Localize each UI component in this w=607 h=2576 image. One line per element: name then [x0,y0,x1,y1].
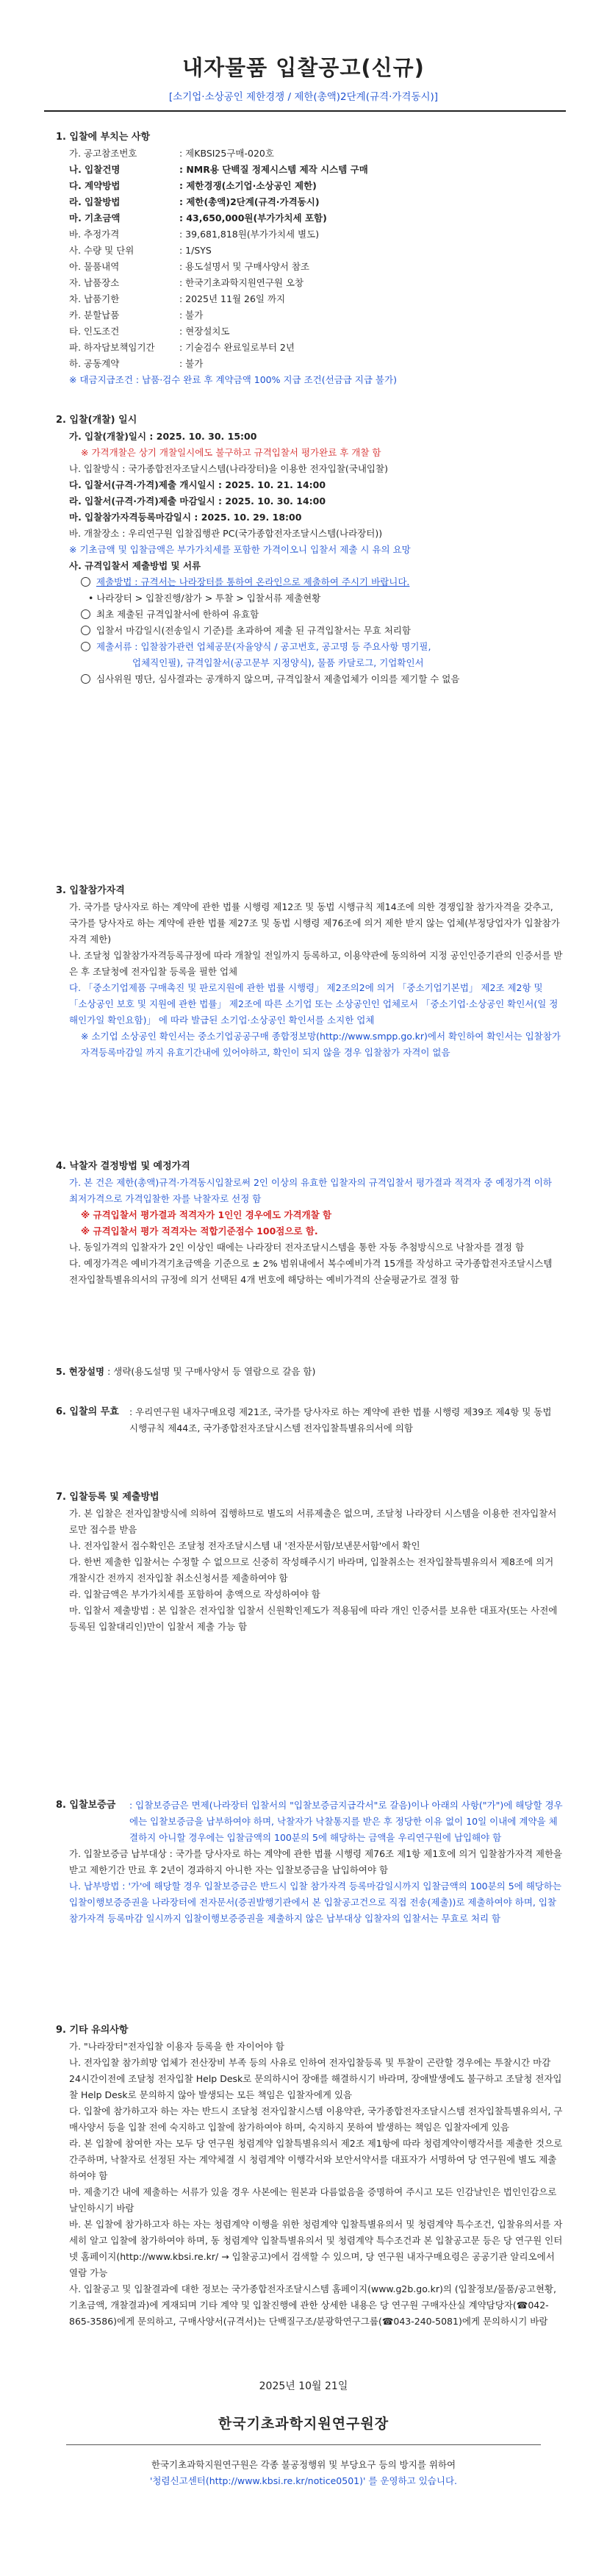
section-8 [56,1797,563,1927]
s1-row [56,356,563,372]
s7-item-a: 가. 본 입찰은 전자입찰방식에 의하여 집행하므로 별도의 서류제출은 없으며, 조달청 나라장터 시스템을 이용한 전자입찰서로만 접수를 받음 [69,1508,557,1535]
section-2 [56,412,563,687]
s3-item-a: 가. 국가를 당사자로 하는 계약에 관한 법률 시행령 제12조 및 동법 시행규칙 제14조에 의한 경쟁입찰 참가자격을 갖추고, 국가를 당사자로 하는 계약에 관한 법률 제27조 및 동법 시행령 제76조에 의거 제한 받지 않는 업체(부정당업자가 입찰참가자격 제한) [69,901,560,945]
section-1-rows [56,146,563,372]
section-4-title: 4. 낙찰자 결정방법 및 예정가격 [56,1161,190,1172]
s1-row [56,194,563,210]
s1-row [56,210,563,226]
s2-g3-text: 입찰서 마감일시(전송일시 기준)를 초과하여 제출 된 규격입찰서는 무효 처리함 [96,625,411,636]
footer-divider [66,2444,541,2445]
s9-item-a: 가. "나라장터"전자입찰 이용자 등록을 한 자이어야 함 [69,2041,284,2052]
s1-row-key: 파. 하자담보책임기간 [69,342,155,353]
s1-row-key: 하. 공동계약 [69,358,120,369]
s1-row-value: : NMR용 단백질 정제시스템 제작 시스템 구매 [179,164,368,175]
s1-row-key: 바. 추정가격 [69,229,120,240]
s1-row [56,178,563,194]
s1-row [56,243,563,259]
s2-item-a: 가. 입찰(개찰)일시 : 2025. 10. 30. 15:00 [69,431,257,442]
section-1-title: 1. 입찰에 부치는 사항 [56,132,151,143]
s1-row [56,259,563,275]
s1-row-value: : 제한(총액)2단계(규격·가격동시) [179,196,320,207]
s1-row [56,162,563,178]
s7-item-c: 다. 한번 제출한 입찰서는 수정할 수 없으므로 신중히 작성해주시기 바라며, 입찰취소는 전자입찰특별유의서 제8조에 의거 개찰시간 전까지 전자입찰 취소신청서를 제출하여야 함 [69,1556,554,1584]
section-5-title: 5. 현장설명 [56,1366,105,1377]
s3-item-c: 다. 「중소기업제품 구매촉진 및 판로지원에 관한 법률 시행령」 제2조의2에 의거 「중소기업기본법」 제2조 제2항 및 「소상공인 보호 및 지원에 관한 법률」 제2조에 따른 소기업 또는 소상공인인 업체로서 「중소기업·소상공인 확인서(일 정해인가일 확인요함)」 에 따라 발급된 소기업·소상공인 확인서를 소지한 업체 [69,982,558,1026]
s1-row-value: : 39,681,818원(부가가치세 별도) [179,229,320,240]
circle-bullet-icon [81,609,90,619]
s1-row-key: 사. 수량 및 단위 [69,245,134,256]
section-9 [56,2022,563,2330]
section-2-title: 2. 입찰(개찰) 일시 [56,415,137,426]
s2-item-f: 바. 개찰장소 : 우리연구원 입찰집행관 PC(국가종합전자조달시스템(나라장터)) [69,528,383,539]
s4-item-a: 가. 본 건은 제한(총액)규격·가격동시입찰로써 2인 이상의 유효한 입찰자의 규격입찰서 평가결과 적격자 중 예정가격 이하 최저가격으로 가격입찰한 자를 낙찰자로 선정 함 [69,1177,552,1204]
s2-item-b: 나. 입찰방식 : 국가종합전자조달시스템(나라장터)을 이용한 전자입찰(국내입찰) [69,463,388,474]
section-9-title: 9. 기타 유의사항 [56,2025,129,2036]
s8-item-a: 가. 입찰보증금 납부대상 : 국가를 당사자로 하는 계약에 관한 법률 시행령 제76조 제1항 제1호에 의거 입찰참가자격 제한을 받고 제한기간 만료 후 2년이 경과하지 아니한 자는 입찰보증금을 납입하여야 함 [69,1848,563,1875]
page-subtitle: [소기업·소상공인 제한경쟁 / 제한(총액)2단계(규격·가격동시)] [168,91,439,103]
page-title: 내자물품 입찰공고(신규) [182,55,425,80]
section-7 [56,1489,563,1635]
section-1-note: ※ 대금지급조건 : 납품·검수 완료 후 계약금액 100% 지급 조건(선금급 지급 불가) [69,374,397,385]
s2-g1 [56,574,563,590]
s1-row-value: : 2025년 11월 26일 까지 [179,293,286,304]
s1-row-key: 나. 입찰건명 [69,164,121,175]
s4-item-a-note1: ※ 규격입찰서 평가결과 적격자가 1인인 경우에도 가격개찰 함 [81,1209,332,1220]
s5-text: : 생략(용도설명 및 구매사양서 등 열람으로 갈음 함) [107,1366,316,1377]
s1-row [56,291,563,307]
announcement-date: 2025년 10월 21일 [259,2380,348,2392]
s1-row-key: 라. 입찰방법 [69,196,121,207]
s1-row [56,146,563,162]
s1-row [56,275,563,291]
section-3-title: 3. 입찰참가자격 [56,885,125,896]
s2-g2 [56,607,563,623]
s9-item-f: 바. 본 입찰에 참가하고자 하는 자는 청렴계약 이행을 위한 청렴계약 입찰특별유의서 및 청렴계약 특수조건, 입찰유의서를 자세히 알고 입찰에 참가하여야 하며, 동 청렴계약 입찰특별유의서 및 청렴계약 특수조건과 본 입찰공고문 등은 당 연구원 인터넷 홈페이지(http://www.kbsi.re.kr/ → 입찰공고)에서 검색할 수 있으며, 당 연구원 내자구매요령은 공공기관 알리오에서 열람 가능 [69,2219,563,2278]
s2-item-e: 마. 입찰참가자격등록마감일시 : 2025. 10. 29. 18:00 [69,512,302,523]
s9-item-g: 사. 입찰공고 및 입찰결과에 대한 정보는 국가종합전자조달시스템 홈페이지(www.g2b.go.kr)의 (입찰정보/물품/공고현황, 기초금액, 개찰결과)에 게재되며 기타 계약 및 입찰진행에 관한 상세한 내용은 당 연구원 구매자산실 계약담당자(☎042-865-3586)에게 문의하고, 구매사양서(규격서)는 단백질구조/분광학연구그룹(☎043-240-5081)에게 문의하시기 바람 [69,2283,556,2327]
s7-item-e: 마. 입찰서 제출방법 : 본 입찰은 전자입찰 입찰서 신원확인제도가 적용됨에 따라 개인 인증서를 보유한 대표자(또는 사전에 등록된 입찰대리인)만이 입찰서 제출 가능 함 [69,1605,558,1632]
s1-row [56,226,563,243]
s1-row-value: : 불가 [179,358,204,369]
s1-row-value: : 제KBSI25구매-020호 [179,148,274,159]
section-4 [56,1158,563,1288]
section-6-title: 6. 입찰의 무효 [56,1406,119,1417]
section-3 [56,882,563,1061]
s2-g4-cont: 업체직인필), 규격입찰서(공고문부 지정양식), 물품 카달로그, 기업확인서 [132,657,424,668]
s3-item-b: 나. 조달청 입찰참가자격등록규정에 따라 개찰일 전일까지 등록하고, 이용약관에 동의하여 지정 공인인증기관의 인증서를 받은 후 조달청에 전자입찰 등록을 필한 업체 [69,950,563,977]
section-8-title: 8. 입찰보증금 [56,1800,116,1811]
s2-g3 [56,623,563,639]
s2-g1-text: 제출방법 : 규격서는 나라장터를 통하여 온라인으로 제출하여 주시기 바랍니다. [96,576,410,587]
section-7-title: 7. 입찰등록 및 제출방법 [56,1492,159,1503]
s2-g1b: • 나라장터 > 입찰진행/참가 > 투찰 > 입찰서류 제출현황 [88,593,321,604]
s4-item-a-note2: ※ 규격입찰서 평가 적격자는 적합기준점수 100점으로 함. [81,1226,318,1237]
s3-item-c-note: ※ 소기업 소상공인 확인서는 중소기업공공구매 종합정보망(http://www.smpp.go.kr)에서 확인하여 확인서는 입찰참가자격등록마감일 까지 유효기간내에 있어야하고, 확인이 되지 않을 경우 입찰참가 자격이 없음 [81,1031,561,1058]
circle-bullet-icon [81,577,90,587]
s1-row-value: : 한국기초과학지원연구원 오창 [179,277,304,288]
title-divider [44,110,566,112]
s1-row-key: 아. 물품내역 [69,261,120,272]
s9-item-c: 다. 입찰에 참가하고자 하는 자는 반드시 조달청 전자입찰시스템 이용약관, 국가종합전자조달시스템 전자입찰특별유의서, 구매사양서 등을 입찰 전에 숙지하고 입찰에 참가하여야 하며, 숙지하지 못하여 발생하는 책임은 입찰자에게 있음 [69,2105,563,2133]
s2-g5-text: 심사위원 명단, 심사결과는 공개하지 않으며, 규격입찰서 제출업체가 이의를 제기할 수 없음 [96,673,460,684]
s1-row-key: 차. 납품기한 [69,293,120,304]
s7-item-d: 라. 입찰금액은 부가가치세를 포함하여 총액으로 작성하여야 함 [69,1589,320,1600]
s1-row-value: : 제한경쟁(소기업·소상공인 제한) [179,180,317,191]
section-1 [56,129,563,388]
s2-item-a-note: ※ 가격개찰은 상기 개찰일시에도 불구하고 규격입찰서 평가완료 후 개찰 함 [81,447,381,458]
s2-g2-text: 최초 제출된 규격입찰서에 한하여 유효함 [96,609,259,620]
s2-item-c: 다. 입찰서(규격·가격)제출 개시일시 : 2025. 10. 21. 14:00 [69,479,326,490]
footer-note [73,2457,534,2489]
s9-item-e: 마. 제출기간 내에 제출하는 서류가 있을 경우 사본에는 원본과 다름없음을 증명하여 주시고 모든 인감날인은 법인인감으로 날인하시기 바람 [69,2186,557,2214]
s1-row [56,307,563,323]
s1-row [56,340,563,356]
s8-item-b: 나. 납부방법 : '가'에 해당할 경우 입찰보증금은 반드시 입찰 참가자격 등록마감일시까지 입찰금액의 100분의 5에 해당하는 입찰이행보증증권을 나라장터에 전자문서(증권발행기관에서 본 입찰공고건으로 직접 전송(제출))로 제출하여야 하며, 입찰참가자격 등록마감 일시까지 입찰이행보증증권을 제출하지 않은 납부대상 입찰자의 입찰서는 무효로 처리 함 [69,1881,562,1924]
s1-row-value: : 용도설명서 및 구매사양서 참조 [179,261,310,272]
s2-g4 [56,639,563,655]
s1-row-value: : 43,650,000원(부가가치세 포함) [179,212,327,223]
s1-row-key: 자. 납품장소 [69,277,120,288]
s6-text: : 우리연구원 내자구매요령 제21조, 국가를 당사자로 하는 계약에 관한 법률 시행령 제39조 제4항 및 동법 시행규칙 제44조, 국가종합전자조달시스템 전자입찰특별유의서에 의함 [129,1406,552,1434]
circle-bullet-icon [81,674,90,684]
s7-item-b: 나. 전자입찰서 접수확인은 조달청 전자조달시스템 내 '전자문서함/보낸문서함'에서 확인 [69,1540,420,1551]
circle-bullet-icon [81,642,90,651]
s2-g5 [56,671,563,687]
section-5 [56,1364,563,1380]
s1-row-value: : 기술검수 완료일로부터 2년 [179,342,295,353]
s2-g4-text: 제출서류 : 입찰참가관련 업체공문(자율양식 / 공고번호, 공고명 등 주요사항 명기필, [96,641,431,652]
s4-item-b: 나. 동일가격의 입찰자가 2인 이상인 때에는 나라장터 전자조달시스템을 통한 자동 추첨방식으로 낙찰자를 결정 함 [69,1242,525,1253]
s1-row-key: 다. 계약방법 [69,180,121,191]
s2-item-d: 라. 입찰서(규격·가격)제출 마감일시 : 2025. 10. 30. 14:00 [69,495,326,507]
issuer-signature: 한국기초과학지원연구원장 [218,2416,389,2432]
s8-text: : 입찰보증금은 면제(나라장터 입찰서의 "입찰보증금지급각서"로 갈음)이나 아래의 사항("가")에 해당할 경우에는 입찰보증금을 납부하여야 하며, 낙찰자가 낙찰통지를 받은 후 정당한 이유 없이 10일 이내에 계약을 체결하지 아니할 경우에는 입찰금액의 100분의 5에 해당하는 금액을 우리연구원에 납입해야 함 [129,1800,563,1843]
s1-row-value: : 불가 [179,310,204,321]
s9-item-b: 나. 전자입찰 참가희망 업체가 전산장비 부족 등의 사유로 인하여 전자입찰등록 및 투찰이 곤란할 경우에는 투찰시간 마감 24시간이전에 조달청 전자입찰 Help Desk로 문의하시어 장애를 해결하시기 바라며, 장애발생에도 불구하고 조달청 전자입찰 Help Desk로 문의하지 않아 발생되는 모든 책임은 입찰자에게 있음 [69,2057,562,2100]
s1-row-key: 카. 분할납품 [69,310,120,321]
s1-row-key: 마. 기초금액 [69,212,121,223]
circle-bullet-icon [81,626,90,635]
s1-row-key: 가. 공고참조번호 [69,148,137,159]
footer-note-line1: 한국기초과학지원연구원은 각종 불공정행위 및 부당요구 등의 방지를 위하여 [151,2459,456,2470]
s4-item-c: 다. 예정가격은 예비가격기초금액을 기준으로 ± 2% 범위내에서 복수예비가격 15개를 작성하고 국가종합전자조달시스템 전자입찰특별유의서의 규정에 의거 선택된 4개 번호에 해당하는 예비가격의 산술평균가로 결정 함 [69,1258,553,1285]
s2-item-f-note: ※ 기초금액 및 입찰금액은 부가가치세를 포함한 가격이오니 입찰서 제출 시 유의 요망 [69,544,411,555]
s9-item-d: 라. 본 입찰에 참여한 자는 모두 당 연구원 청렴계약 입찰특별유의서 제2조 제1항에 따라 청렴계약이행각서를 제출한 것으로 간주하며, 낙찰자로 선정된 자는 계약체결 시 청렴계약 이행각서와 보안서약서를 대표자가 서명하여 당 연구원에 별도 제출하여야 함 [69,2138,563,2181]
s1-row-key: 타. 인도조건 [69,326,120,337]
s1-row [56,323,563,340]
s2-item-g: 사. 규격입찰서 제출방법 및 서류 [69,560,201,571]
s1-row-value: : 1/SYS [179,245,212,256]
integrity-report-center-link[interactable]: '청렴신고센터(http://www.kbsi.re.kr/notice0501)' 를 운영하고 있습니다. [149,2475,457,2486]
section-6 [56,1404,563,1437]
s1-row-value: : 현장설치도 [179,326,230,337]
